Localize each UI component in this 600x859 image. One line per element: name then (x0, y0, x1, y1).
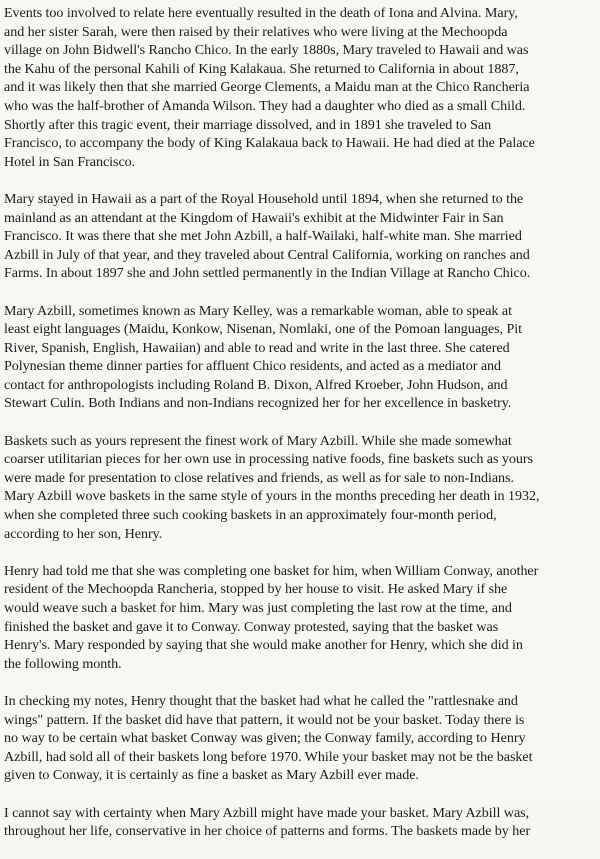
text-line: Baskets such as yours represent the finest work of Mary Azbill. While she made somewhat (4, 432, 512, 449)
text-line: Stewart Culin. Both Indians and non-Indians recognized her for her excellence in basketry. (4, 395, 512, 412)
text-line: Henry had told me that she was completing one basket for him, when William Conway, another (4, 562, 539, 579)
text-line: Events too involved to relate here eventually resulted in the death of Iona and Alvina. Mary, (4, 5, 518, 21)
text-line: the following month. (4, 655, 122, 672)
text-line: resident of the Mechoopda Rancheria, stopped by her house to visit. He asked Mary if she (4, 581, 508, 598)
text-line: least eight languages (Maidu, Konkow, Nisenan, Nomlaki, one of the Pomoan languages, Pit (4, 321, 523, 338)
text-line: and her sister Sarah, were then raised by their relatives who were living at the Mechoopda (4, 23, 508, 40)
text-line: finished the basket and gave it to Conway. Conway protested, saying that the basket was (4, 618, 499, 635)
paragraph-1 (4, 4, 596, 171)
text-line: according to her son, Henry. (4, 525, 163, 542)
text-line: Hotel in San Francisco. (4, 153, 136, 170)
text-line: throughout her life, conservative in her choice of patterns and forms. The baskets made by her (4, 823, 531, 840)
text-line: mainland as an attendant at the Kingdom of Hawaii's exhibit at the Midwinter Fair in San (4, 209, 504, 226)
text-line: given to Conway, it is certainly as fine a basket as Mary Azbill ever made. (4, 767, 419, 784)
text-line: village on John Bidwell's Rancho Chico. In the early 1880s, Mary traveled to Hawaii and was (4, 42, 529, 59)
text-line: were made for presentation to close relatives and friends, as well as for sale to non-Indians. (4, 469, 514, 486)
text-line: Mary Azbill wove baskets in the same style of yours in the months preceding her death in 1932, (4, 488, 540, 505)
text-line: Azbill in July of that year, and they traveled about Central California, working on ranches and (4, 246, 530, 263)
paragraph-5 (4, 562, 596, 674)
text-line: coarser utilitarian pieces for her own use in processing native foods, fine baskets such as yours (4, 451, 533, 468)
text-line: Shortly after this tragic event, their marriage dissolved, and in 1891 she traveled to San (4, 116, 492, 133)
text-line: who was the half-brother of Amanda Wilson. They had a daughter who died as a small Child. (4, 97, 526, 114)
text-line: wings" pattern. If the basket did have that pattern, it would not be your basket. Today there is (4, 711, 525, 728)
text-line: no way to be certain what basket Conway was given; the Conway family, according to Henry (4, 730, 526, 747)
letter-body (4, 4, 596, 859)
paragraph-6 (4, 692, 596, 785)
text-line: and it was likely then that she married George Clements, a Maidu man at the Chico Rancheria (4, 79, 530, 96)
text-line: Mary stayed in Hawaii as a part of the Royal Household until 1894, when she returned to the (4, 190, 524, 207)
text-line: Francisco. It was there that she met John Azbill, a half-Wailaki, half-white man. She married (4, 228, 522, 245)
text-line: the Kahu of the personal Kahili of King Kalakaua. She returned to California in about 1887, (4, 60, 519, 77)
text-line: I cannot say with certainty when Mary Azbill might have made your basket. Mary Azbill was, (4, 804, 530, 821)
text-line: In checking my notes, Henry thought that the basket had what he called the "rattlesnake and (4, 692, 518, 709)
text-line: River, Spanish, English, Hawaiian) and able to read and write in the last three. She catered (4, 339, 510, 356)
text-line: Mary Azbill, sometimes known as Mary Kelley, was a remarkable woman, able to speak at (4, 302, 512, 319)
text-line: would weave such a basket for him. Mary was just completing the last row at the time, and (4, 600, 512, 616)
text-line: Polynesian theme dinner parties for affluent Chico residents, and acted as a mediator and (4, 358, 502, 375)
text-line: Azbill, had sold all of their baskets long before 1970. While your basket may not be the basket (4, 748, 533, 765)
text-line: contact for anthropologists including Roland B. Dixon, Alfred Kroeber, John Hudson, and (4, 376, 508, 393)
text-line: Farms. In about 1897 she and John settled permanently in the Indian Village at Rancho Chico. (4, 265, 531, 282)
paragraph-3 (4, 302, 596, 414)
text-line: Henry's. Mary responded by saying that she would make another for Henry, which she did in (4, 637, 523, 654)
paragraph-7 (4, 804, 596, 841)
paragraph-4 (4, 432, 596, 544)
text-line: when she completed three such cooking baskets in an approximately four-month period, (4, 507, 497, 524)
text-line: Francisco, to accompany the body of King Kalakaua back to Hawaii. He had died at the Palace (4, 135, 535, 152)
paragraph-2 (4, 190, 596, 283)
